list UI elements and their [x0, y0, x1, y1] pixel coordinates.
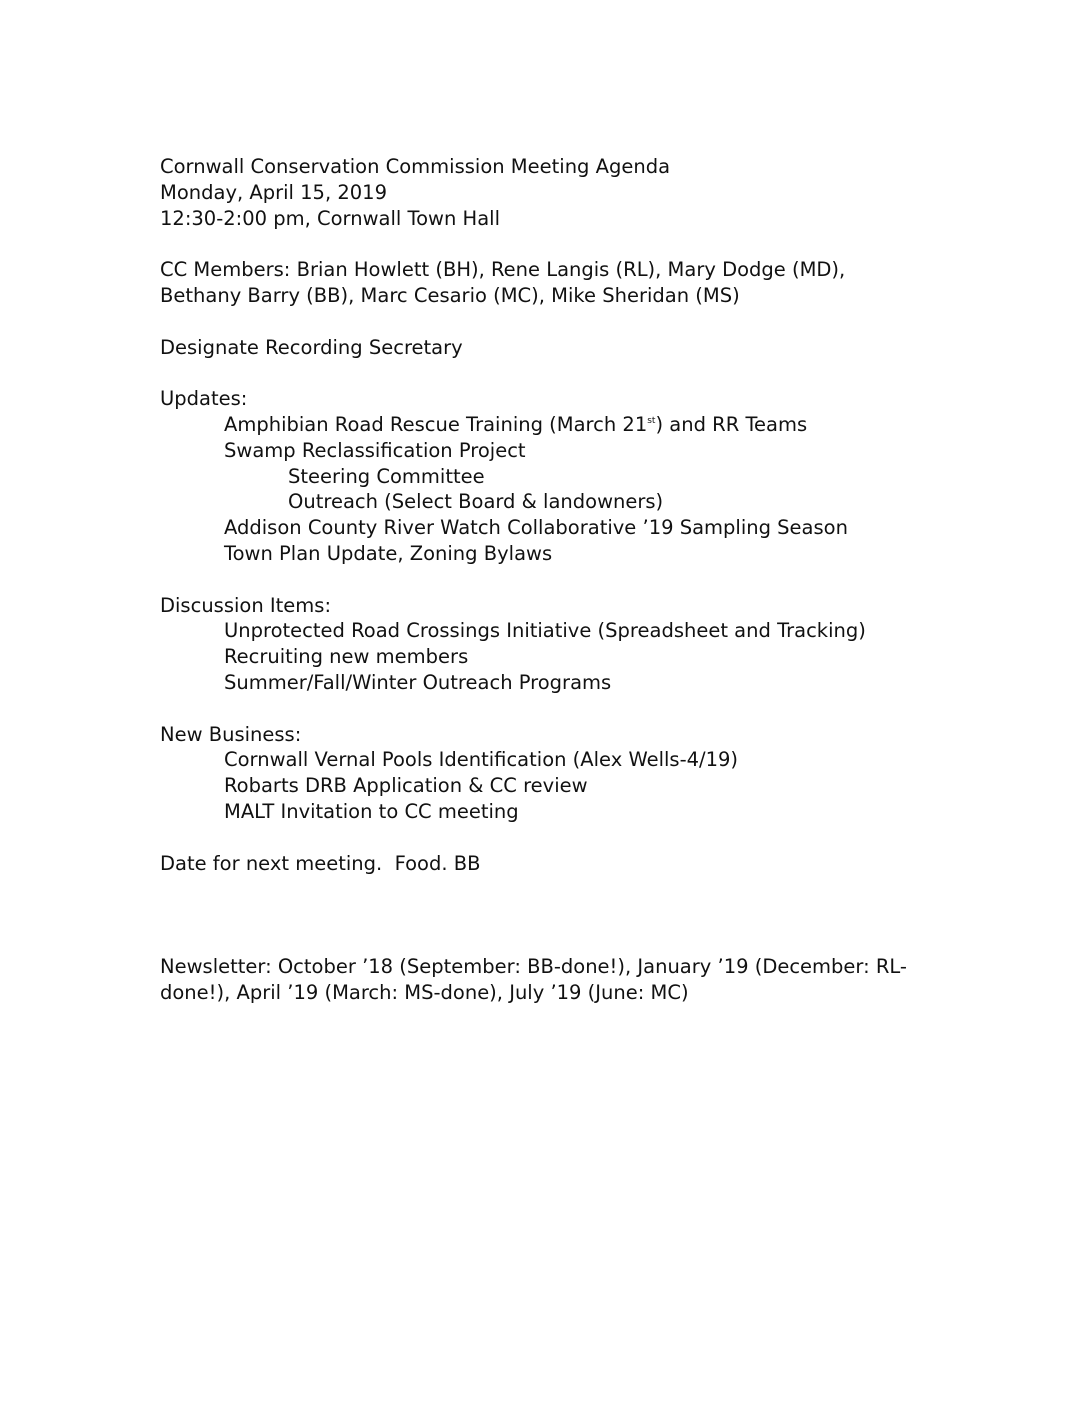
members-list: CC Members: Brian Howlett (BH), Rene Langis (RL), Mary Dodge (MD), Bethany Barry (BB), Marc Cesario (MC), Mike Sheridan (MS)	[160, 258, 846, 307]
update-amphibian-rescue	[160, 412, 940, 438]
update-town-plan: Town Plan Update, Zoning Bylaws	[224, 541, 553, 565]
amphibian-superscript: st	[647, 415, 656, 426]
newsletter-line-1: Newsletter: October ’18 (September: BB-done!), January ’19 (December: RL-	[160, 954, 907, 978]
update-steering-committee: Steering Committee	[288, 464, 485, 488]
discussion-item: Summer/Fall/Winter Outreach Programs	[224, 670, 612, 694]
amphibian-text: Amphibian Road Rescue Training (March 21	[224, 412, 648, 436]
next-meeting-note: Date for next meeting. Food. BB	[160, 851, 481, 875]
amphibian-text-end: ) and RR Teams	[655, 412, 808, 436]
update-outreach: Outreach (Select Board & landowners)	[288, 490, 664, 514]
update-swamp-project: Swamp Reclassification Project	[224, 438, 526, 462]
new-business-heading: New Business:	[160, 722, 302, 746]
meeting-time-location: 12:30-2:00 pm, Cornwall Town Hall	[160, 206, 500, 230]
update-river-watch: Addison County River Watch Collaborative ’19 Sampling Season	[224, 516, 848, 540]
new-business-item: Cornwall Vernal Pools Identification (Alex Wells-4/19)	[224, 748, 739, 772]
new-business-item: MALT Invitation to CC meeting	[224, 799, 519, 823]
agenda-body	[160, 154, 940, 1005]
discussion-heading: Discussion Items:	[160, 593, 332, 617]
new-business-item: Robarts DRB Application & CC review	[224, 774, 588, 798]
newsletter-line-2: done!), April ’19 (March: MS-done), July ’19 (June: MC)	[160, 980, 689, 1004]
discussion-item: Unprotected Road Crossings Initiative (Spreadsheet and Tracking)	[224, 619, 866, 643]
discussion-item: Recruiting new members	[224, 645, 469, 669]
updates-heading: Updates:	[160, 387, 248, 411]
meeting-date: Monday, April 15, 2019	[160, 180, 387, 204]
agenda-title: Cornwall Conservation Commission Meeting Agenda	[160, 155, 671, 178]
designate-secretary: Designate Recording Secretary	[160, 335, 463, 359]
